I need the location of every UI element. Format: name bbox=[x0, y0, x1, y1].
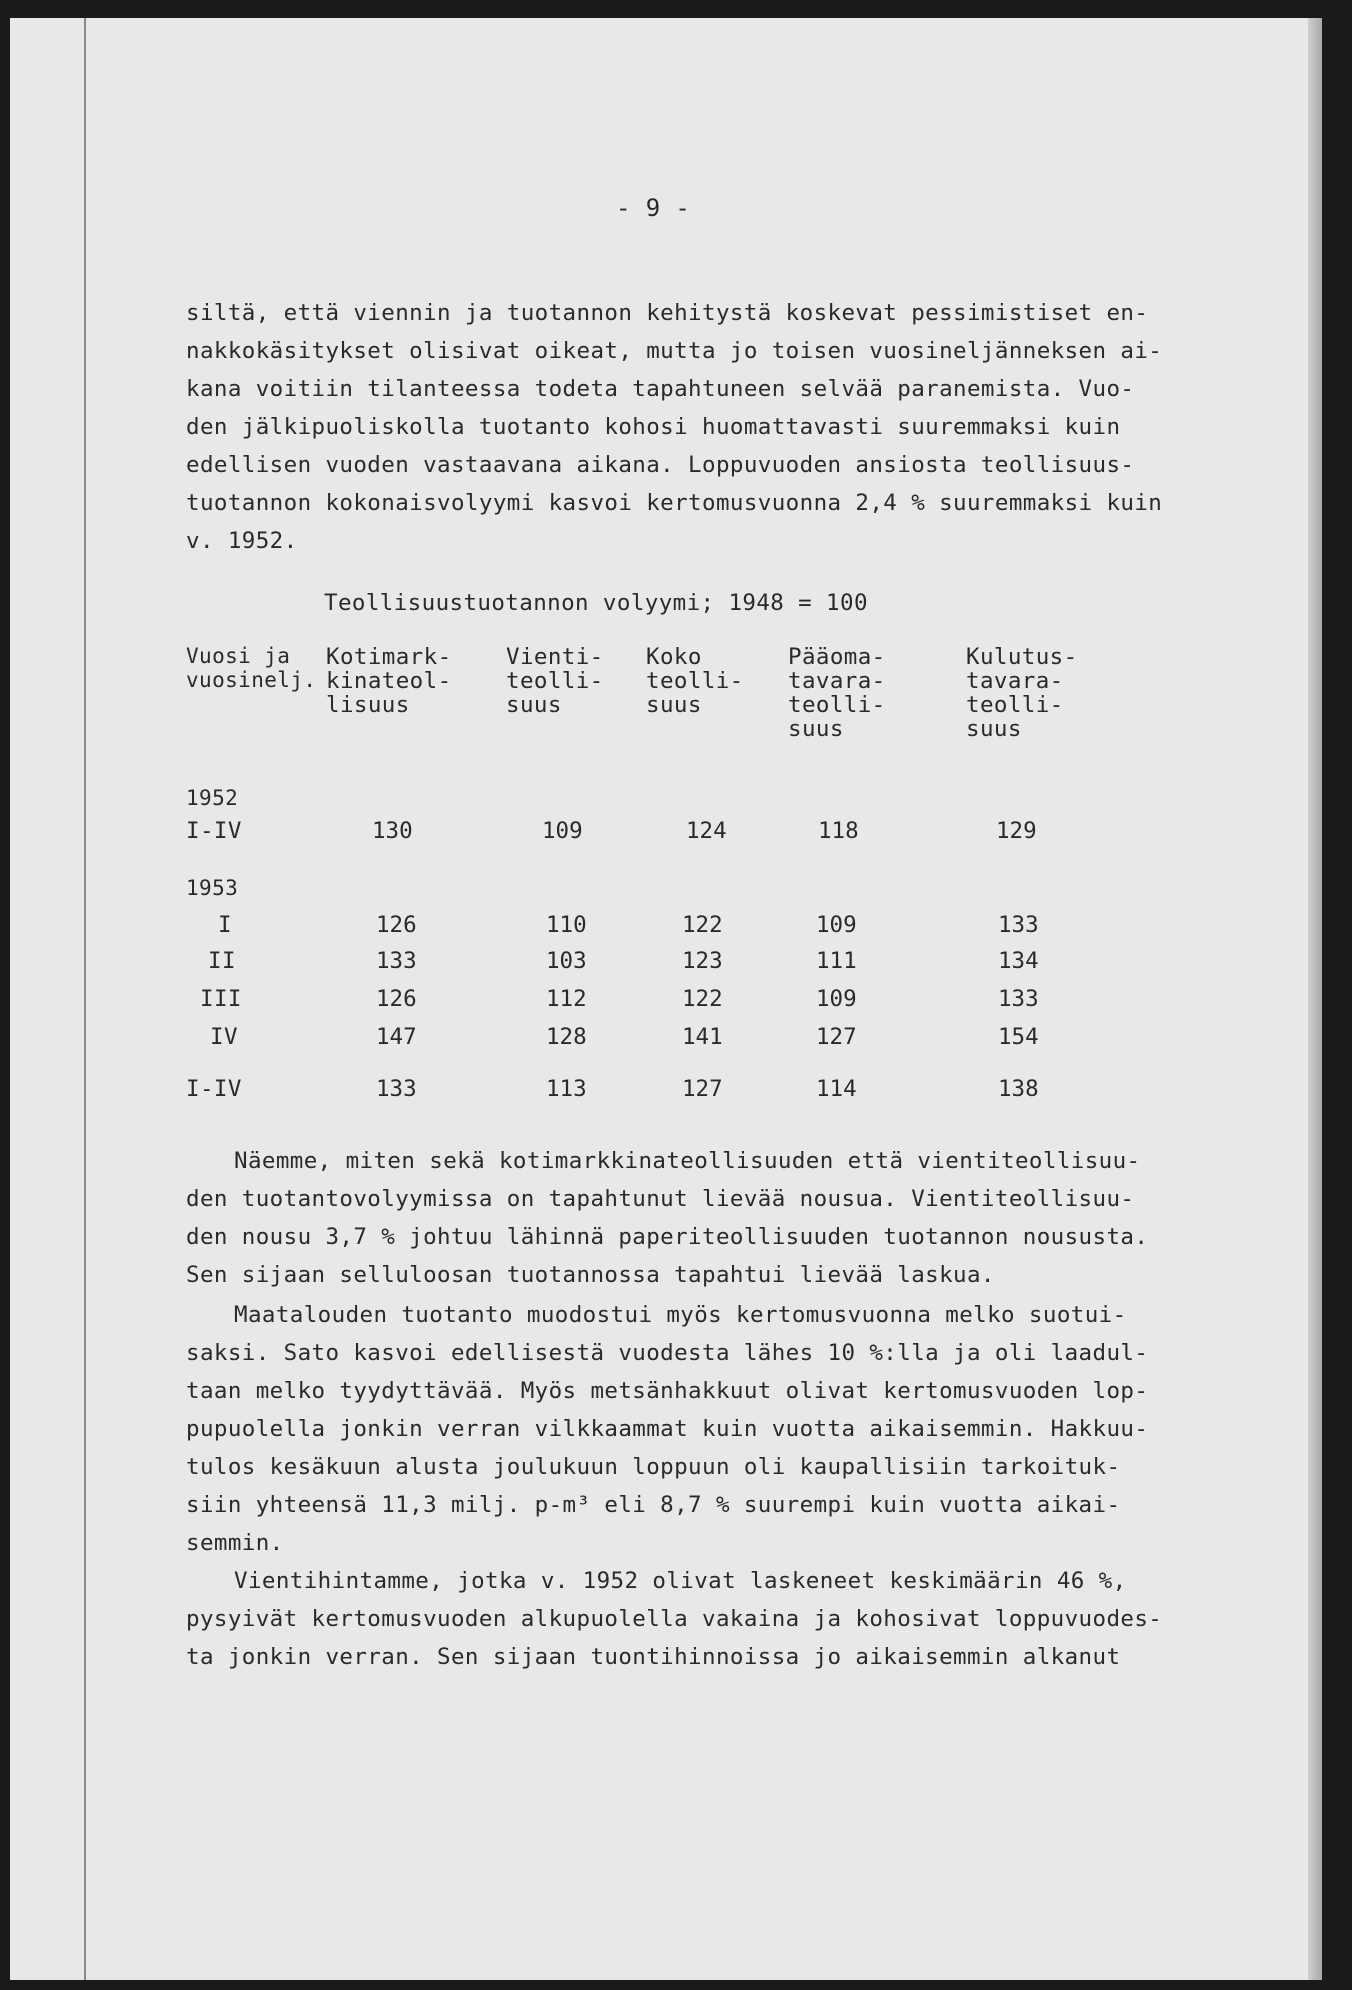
table-cell: 130 bbox=[372, 818, 413, 844]
text-line: edellisen vuoden vastaavana aikana. Loppuvuoden ansiosta teollisuus- bbox=[186, 452, 1135, 478]
text-line: ta jonkin verran. Sen sijaan tuontihinnoissa jo aikaisemmin alkanut bbox=[186, 1644, 1121, 1670]
text-line: nakkokäsitykset olisivat oikeat, mutta jo toisen vuosineljänneksen ai- bbox=[186, 338, 1163, 364]
header-consumer: suus bbox=[966, 716, 1022, 742]
row-label: II bbox=[208, 948, 236, 974]
table-cell: 111 bbox=[816, 948, 857, 974]
table-cell: 129 bbox=[996, 818, 1037, 844]
page-number: - 9 - bbox=[616, 194, 691, 222]
table-cell: 109 bbox=[816, 912, 857, 938]
table-cell: 127 bbox=[682, 1076, 723, 1102]
text-line: semmin. bbox=[186, 1530, 284, 1556]
text-line: siin yhteensä 11,3 milj. p-m³ eli 8,7 % suurempi kuin vuotta aikai- bbox=[186, 1492, 1121, 1518]
header-capital: Pääoma- bbox=[788, 644, 886, 670]
row-label: IV bbox=[210, 1024, 238, 1050]
table-cell: 118 bbox=[818, 818, 859, 844]
text-line: taan melko tyydyttävää. Myös metsänhakkuut olivat kertomusvuoden lop- bbox=[186, 1378, 1149, 1404]
header-total: teolli- bbox=[646, 668, 744, 694]
year-label: 1952 bbox=[186, 786, 239, 810]
table-cell: 127 bbox=[816, 1024, 857, 1050]
table-cell: 123 bbox=[682, 948, 723, 974]
header-domestic: kinateol- bbox=[326, 668, 452, 694]
header-export: suus bbox=[506, 692, 562, 718]
table-cell: 122 bbox=[682, 912, 723, 938]
table-cell: 112 bbox=[546, 986, 587, 1012]
header-total: suus bbox=[646, 692, 702, 718]
header-total: Koko bbox=[646, 644, 702, 670]
text-line: tulos kesäkuun alusta joulukuun loppuun oli kaupallisiin tarkoituk- bbox=[186, 1454, 1121, 1480]
document-page bbox=[10, 18, 1322, 1980]
text-line: pupuolella jonkin verran vilkkaammat kuin vuotta aikaisemmin. Hakkuu- bbox=[186, 1416, 1149, 1442]
table-cell: 122 bbox=[682, 986, 723, 1012]
header-consumer: Kulutus- bbox=[966, 644, 1078, 670]
text-line: Maatalouden tuotanto muodostui myös kertomusvuonna melko suotui- bbox=[234, 1302, 1127, 1328]
table-cell: 113 bbox=[546, 1076, 587, 1102]
row-label: III bbox=[200, 986, 242, 1012]
text-line: den tuotantovolyymissa on tapahtunut lievää nousua. Vientiteollisuu- bbox=[186, 1186, 1135, 1212]
table-cell: 138 bbox=[998, 1076, 1039, 1102]
table-cell: 141 bbox=[682, 1024, 723, 1050]
margin-line bbox=[84, 18, 86, 1980]
table-cell: 133 bbox=[998, 912, 1039, 938]
table-cell: 147 bbox=[376, 1024, 417, 1050]
header-capital: teolli- bbox=[788, 692, 886, 718]
table-cell: 124 bbox=[686, 818, 727, 844]
header-capital: tavara- bbox=[788, 668, 886, 694]
header-consumer: teolli- bbox=[966, 692, 1064, 718]
table-cell: 126 bbox=[376, 912, 417, 938]
text-line: den nousu 3,7 % johtuu lähinnä paperiteollisuuden tuotannon noususta. bbox=[186, 1224, 1149, 1250]
page-edge bbox=[1308, 18, 1322, 1980]
text-line: Vientihintamme, jotka v. 1952 olivat laskeneet keskimäärin 46 %, bbox=[234, 1568, 1127, 1594]
table-cell: 110 bbox=[546, 912, 587, 938]
text-line: saksi. Sato kasvoi edellisestä vuodesta lähes 10 %:lla ja oli laadul- bbox=[186, 1340, 1149, 1366]
row-label: I-IV bbox=[186, 1076, 242, 1102]
table-cell: 109 bbox=[816, 986, 857, 1012]
row-label: I-IV bbox=[186, 818, 242, 844]
header-consumer: tavara- bbox=[966, 668, 1064, 694]
table-title: Teollisuustuotannon volyymi; 1948 = 100 bbox=[324, 590, 868, 616]
header-export: Vienti- bbox=[506, 644, 604, 670]
table-cell: 154 bbox=[998, 1024, 1039, 1050]
text-line: tuotannon kokonaisvolyymi kasvoi kertomusvuonna 2,4 % suuremmaksi kuin bbox=[186, 490, 1163, 516]
header-year: vuosinelj. bbox=[186, 668, 317, 692]
text-line: den jälkipuoliskolla tuotanto kohosi huomattavasti suuremmaksi kuin bbox=[186, 414, 1121, 440]
table-cell: 133 bbox=[998, 986, 1039, 1012]
table-cell: 133 bbox=[376, 948, 417, 974]
table-cell: 128 bbox=[546, 1024, 587, 1050]
table-cell: 133 bbox=[376, 1076, 417, 1102]
header-capital: suus bbox=[788, 716, 844, 742]
row-label: I bbox=[218, 912, 232, 938]
table-cell: 109 bbox=[542, 818, 583, 844]
table-cell: 114 bbox=[816, 1076, 857, 1102]
text-line: Sen sijaan selluloosan tuotannossa tapahtui lievää laskua. bbox=[186, 1262, 995, 1288]
table-cell: 134 bbox=[998, 948, 1039, 974]
text-line: Näemme, miten sekä kotimarkkinateollisuuden että vientiteollisuu- bbox=[234, 1148, 1141, 1174]
header-domestic: lisuus bbox=[326, 692, 410, 718]
year-label: 1953 bbox=[186, 876, 239, 900]
header-domestic: Kotimark- bbox=[326, 644, 452, 670]
text-line: pysyivät kertomusvuoden alkupuolella vakaina ja kohosivat loppuvuodes- bbox=[186, 1606, 1163, 1632]
text-line: kana voitiin tilanteessa todeta tapahtuneen selvää paranemista. Vuo- bbox=[186, 376, 1135, 402]
table-cell: 103 bbox=[546, 948, 587, 974]
text-line: siltä, että viennin ja tuotannon kehitystä koskevat pessimistiset en- bbox=[186, 300, 1149, 326]
table-cell: 126 bbox=[376, 986, 417, 1012]
header-year: Vuosi ja bbox=[186, 644, 291, 668]
text-line: v. 1952. bbox=[186, 528, 298, 554]
header-export: teolli- bbox=[506, 668, 604, 694]
